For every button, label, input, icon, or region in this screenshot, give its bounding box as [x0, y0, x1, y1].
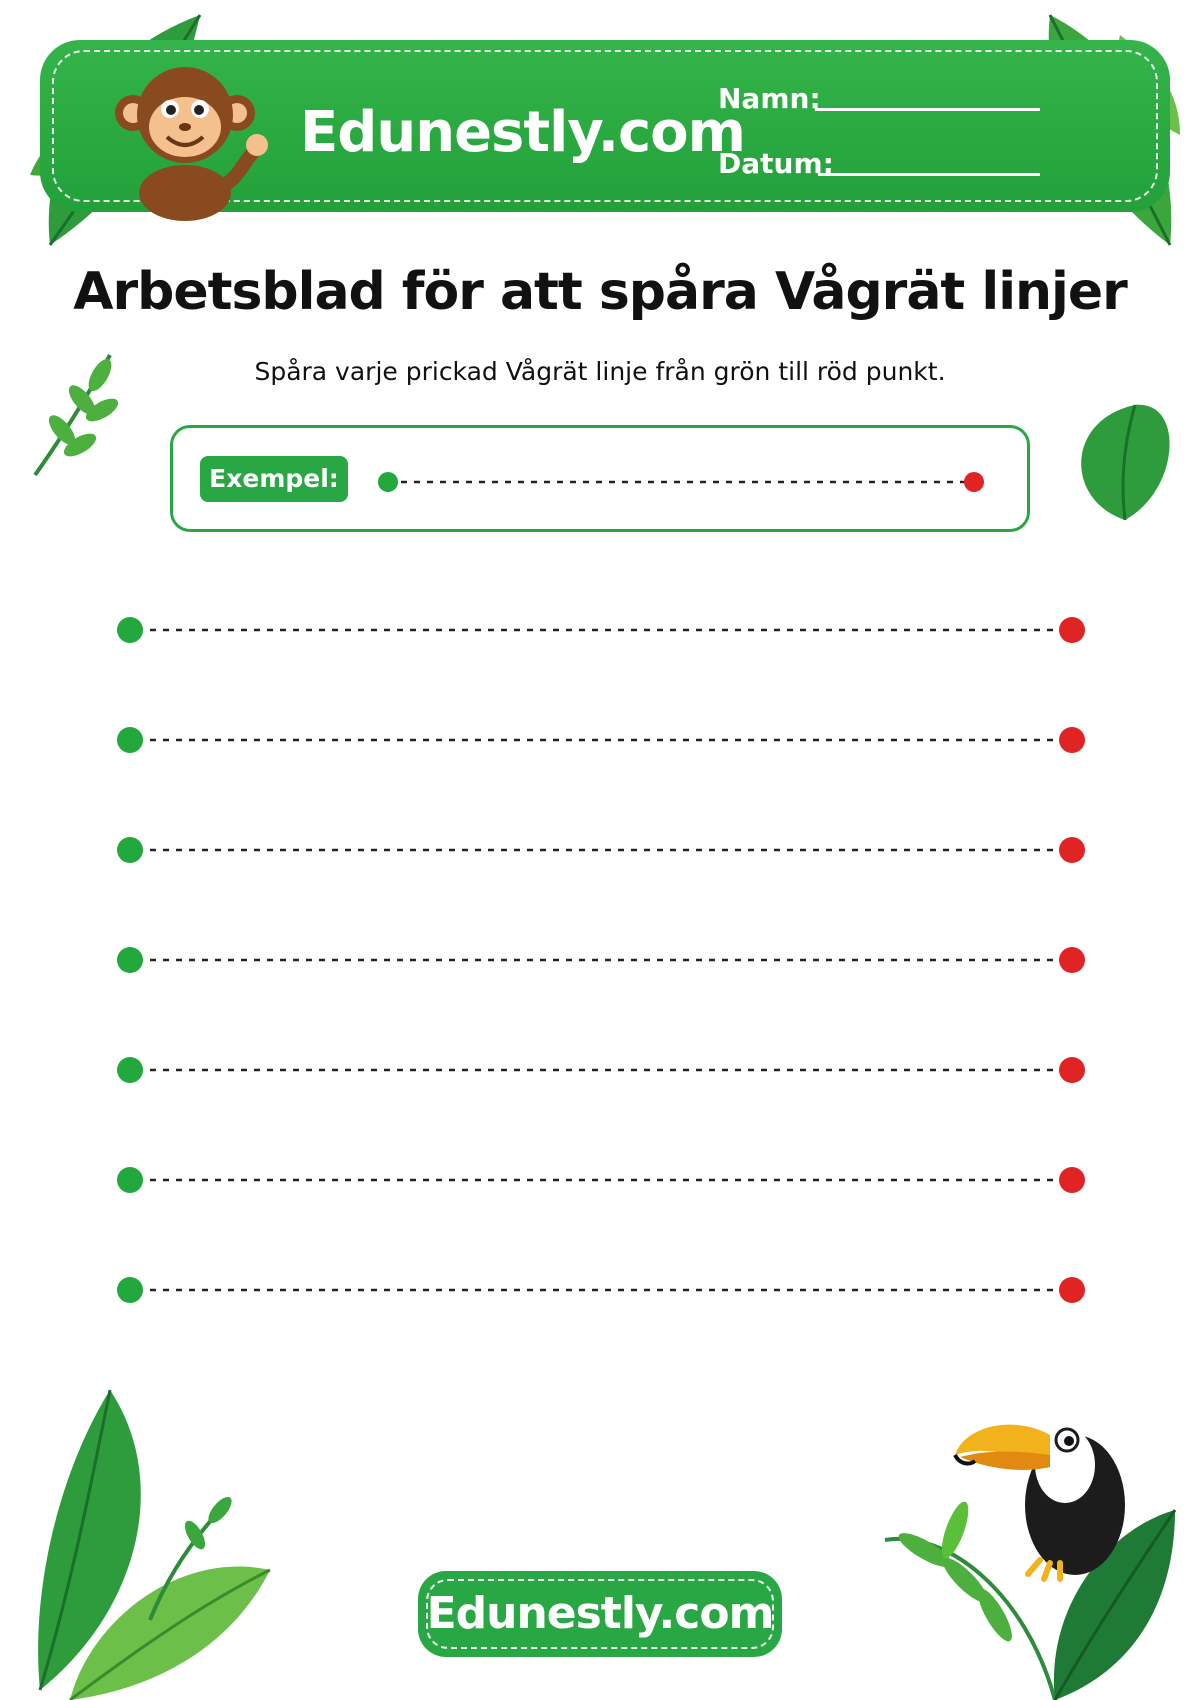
end-dot [964, 472, 984, 492]
tracing-line[interactable] [0, 835, 1200, 865]
start-dot [117, 947, 143, 973]
brand-logo-text: Edunestly.com [300, 100, 746, 165]
start-dot [378, 472, 398, 492]
monkey-illustration [115, 65, 275, 215]
name-field[interactable] [815, 108, 1040, 111]
end-dot [1059, 1277, 1085, 1303]
example-tracing-line[interactable] [370, 467, 990, 497]
jungle-leaf-icon [30, 350, 120, 480]
end-dot [1059, 727, 1085, 753]
end-dot [1059, 617, 1085, 643]
tracing-line[interactable] [0, 615, 1200, 645]
start-dot [117, 837, 143, 863]
jungle-leaf-icon [30, 1390, 280, 1700]
date-field[interactable] [818, 173, 1040, 176]
jungle-leaf-icon [1065, 400, 1175, 525]
tracing-line[interactable] [0, 725, 1200, 755]
toucan-illustration [955, 1395, 1145, 1585]
start-dot [117, 1057, 143, 1083]
end-dot [1059, 1057, 1085, 1083]
start-dot [117, 1277, 143, 1303]
instructions: Spåra varje prickad Vågrät linje från grön till röd punkt. [254, 357, 946, 386]
start-dot [117, 727, 143, 753]
end-dot [1059, 1167, 1085, 1193]
end-dot [1059, 947, 1085, 973]
tracing-line[interactable] [0, 1165, 1200, 1195]
page-title: Arbetsblad för att spåra Vågrät linjer [73, 262, 1127, 322]
tracing-line[interactable] [0, 945, 1200, 975]
example-label: Exempel: [200, 456, 348, 502]
date-label: Datum: [718, 147, 834, 180]
tracing-line[interactable] [0, 1275, 1200, 1305]
start-dot [117, 617, 143, 643]
tracing-line[interactable] [0, 1055, 1200, 1085]
name-label: Namn: [718, 82, 821, 115]
end-dot [1059, 837, 1085, 863]
footer-brand-text: Edunestly.com [426, 1588, 774, 1639]
start-dot [117, 1167, 143, 1193]
